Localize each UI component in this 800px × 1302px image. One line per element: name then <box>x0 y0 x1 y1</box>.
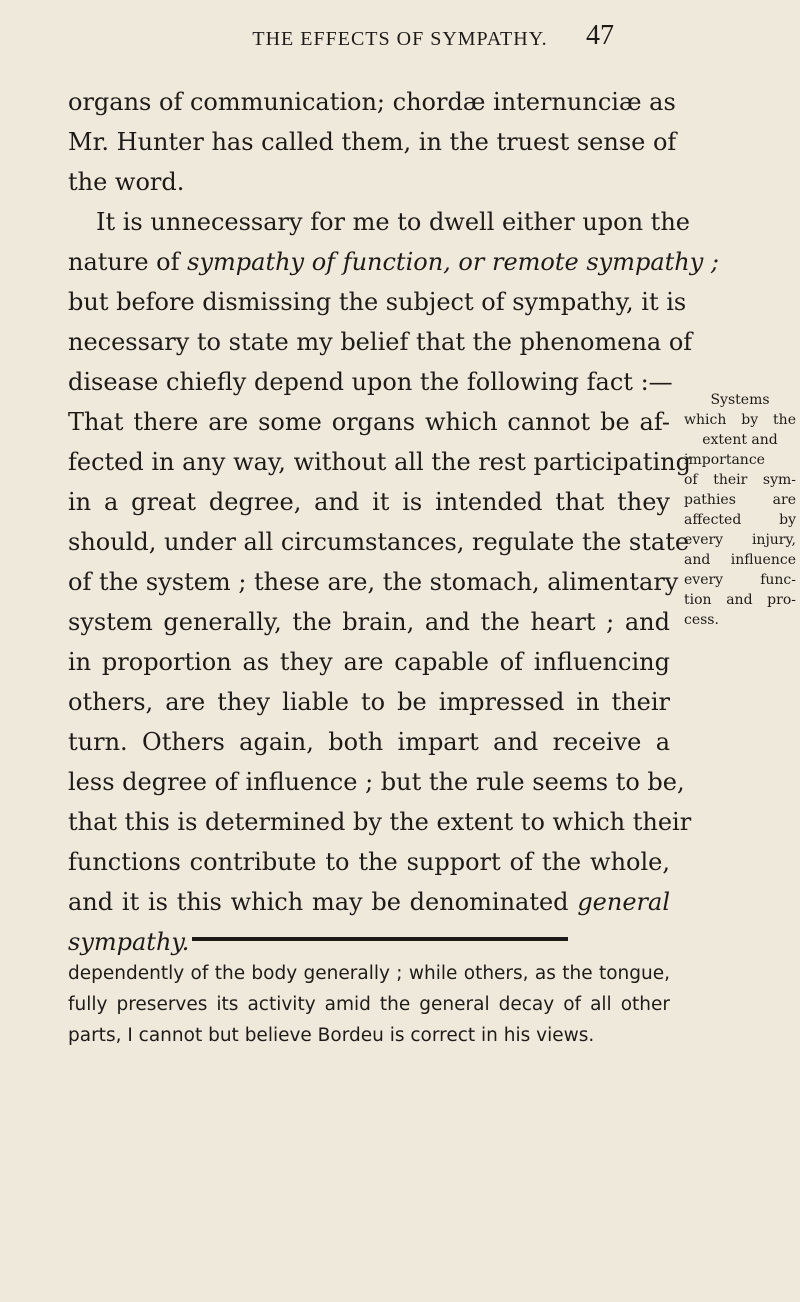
running-title: THE EFFECTS OF SYMPATHY. <box>252 28 548 50</box>
text-line <box>68 242 720 282</box>
text-line: the word. <box>68 168 185 196</box>
text-line: should, under all circumstances, regulate the state <box>68 528 690 556</box>
marginal-note-line: which by the <box>684 412 796 428</box>
text-line: in a great degree, and it is intended that they <box>68 488 670 516</box>
italic-phrase: general <box>577 888 670 916</box>
text-line: That there are some organs which cannot be af- <box>68 408 670 436</box>
main-text <box>68 82 720 962</box>
text-line: and it is this which may be denominated <box>68 888 578 916</box>
marginal-note-line: every func- <box>684 572 796 588</box>
text-line: others, are they liable to be impressed in their <box>68 688 670 716</box>
text-line: disease chiefly depend upon the following fact :— <box>68 368 673 396</box>
marginal-note-line: importance <box>684 452 765 468</box>
text-line: Mr. Hunter has called them, in the truest sense of <box>68 128 677 156</box>
marginal-note-line: tion and pro- <box>684 592 796 608</box>
marginal-note-line: and influence <box>684 552 796 568</box>
text-line: organs of communication; chordæ internunciæ as <box>68 88 676 116</box>
text-line: nature of <box>68 248 188 276</box>
page-number: 47 <box>586 20 614 51</box>
text-line: fected in any way, without all the rest participating <box>68 448 691 476</box>
marginal-note-line: affected by <box>684 512 796 528</box>
text-line: of the system ; these are, the stomach, alimentary <box>68 568 679 596</box>
marginal-note-line: every injury, <box>684 532 796 548</box>
text-line: system generally, the brain, and the heart ; and <box>68 608 670 636</box>
marginal-note-line: Systems <box>710 392 770 408</box>
text-line: necessary to state my belief that the phenomena of <box>68 328 693 356</box>
text-line: turn. Others again, both impart and receive a <box>68 728 670 756</box>
marginal-note-line: pathies are <box>684 492 796 508</box>
text-line: less degree of influence ; but the rule seems to be, <box>68 768 685 796</box>
footnote <box>68 958 670 1051</box>
marginal-note-line: cess. <box>684 612 719 628</box>
footnote-line: parts, I cannot but believe Bordeu is correct in his views. <box>68 1025 595 1046</box>
marginal-note-line: of their sym- <box>684 472 796 488</box>
text-line: but before dismissing the subject of sympathy, it is <box>68 288 687 316</box>
italic-phrase: sympathy of function, or remote sympathy ; <box>187 248 720 276</box>
footnote-line: fully preserves its activity amid the general decay of all other <box>68 994 670 1015</box>
marginal-note-line: extent and <box>702 432 778 448</box>
text-line: in proportion as they are capable of influencing <box>68 648 670 676</box>
text-line <box>68 882 670 922</box>
marginal-note <box>684 390 796 630</box>
italic-phrase: sympathy. <box>68 928 190 956</box>
text-line <box>68 922 670 962</box>
footnote-line: dependently of the body generally ; while others, as the tongue, <box>68 963 670 984</box>
text-line: that this is determined by the extent to which their <box>68 808 692 836</box>
footnote-rule <box>192 937 568 941</box>
text-line: It is unnecessary for me to dwell either upon the <box>96 208 690 236</box>
page-header <box>0 20 800 60</box>
text-line: functions contribute to the support of the whole, <box>68 848 670 876</box>
